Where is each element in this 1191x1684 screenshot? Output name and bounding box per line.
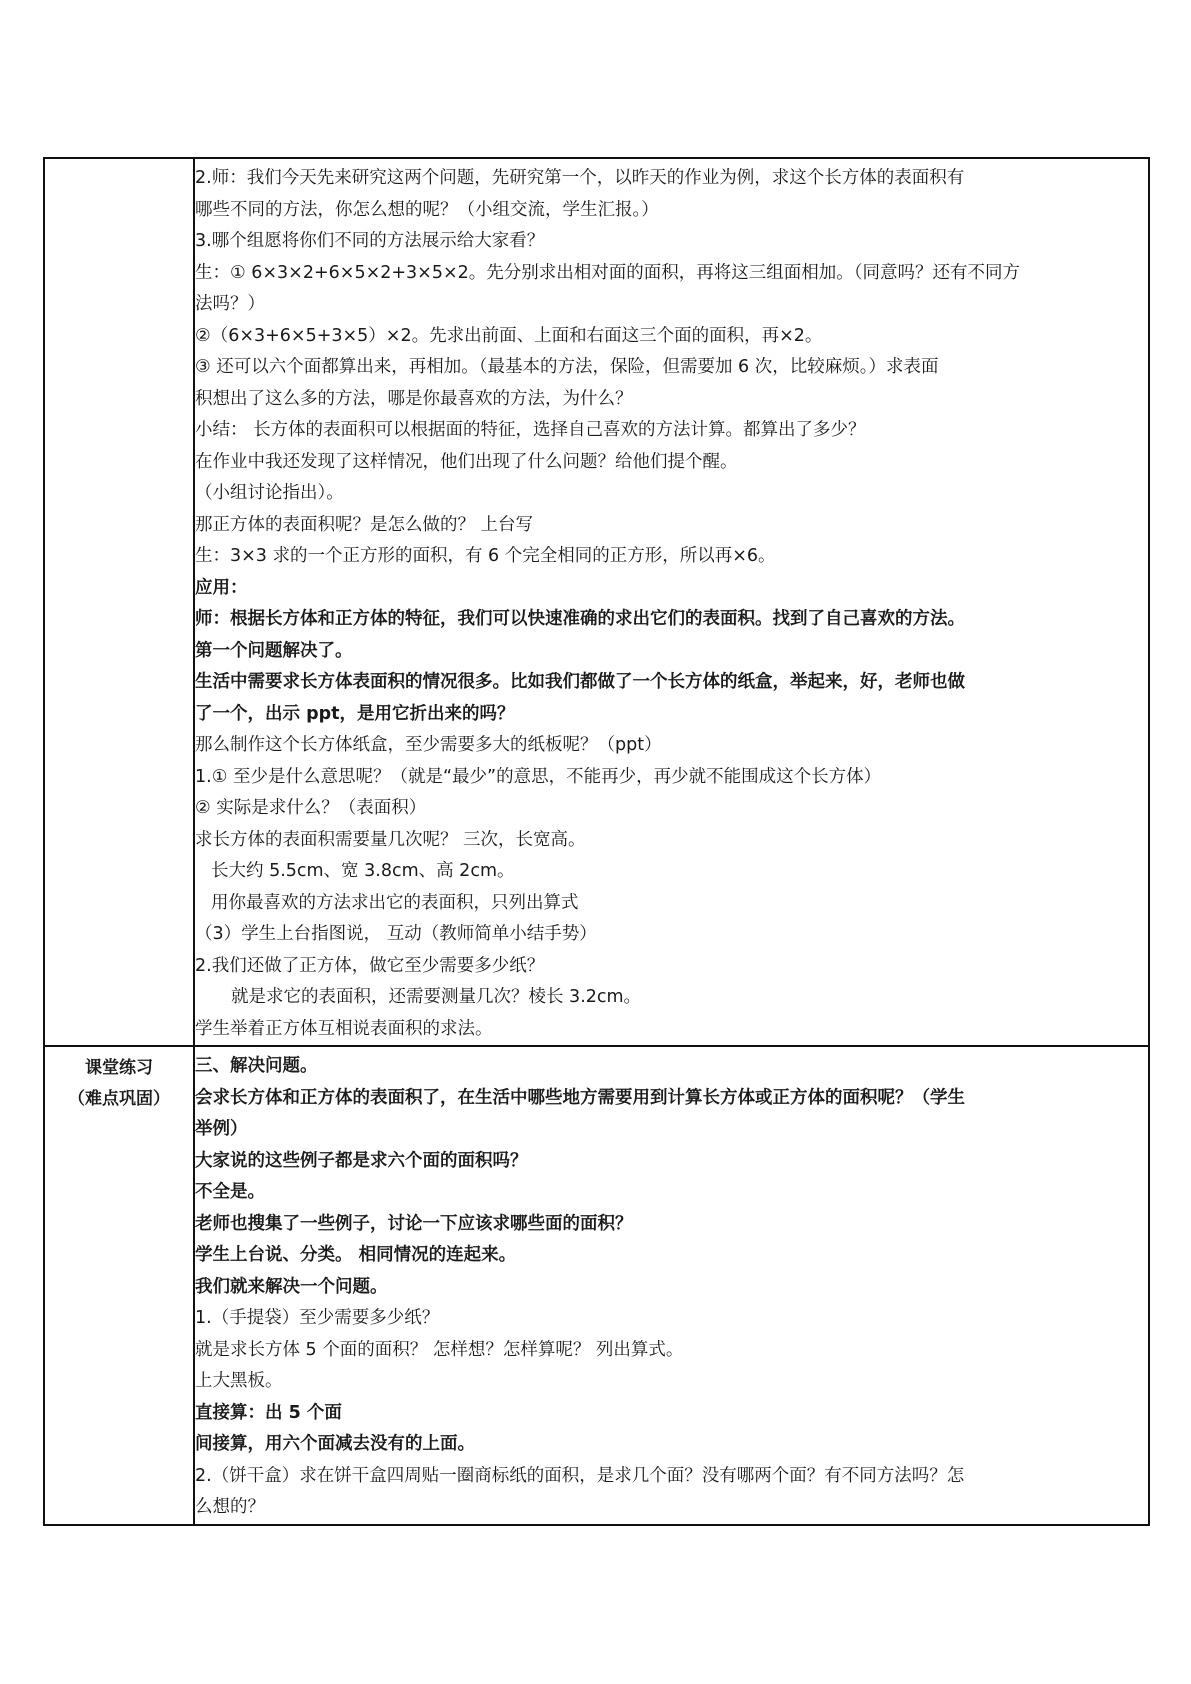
text-line: 我们就来解决一个问题。 (195, 1276, 388, 1297)
text-line: 2.我们还做了正方体，做它至少需要多少纸？ (195, 955, 545, 976)
text-line: 间接算，用六个面减去没有的上面。 (195, 1434, 475, 1454)
text-line: 举例） (195, 1119, 248, 1139)
text-line: 积想出了这么多的方法，哪是你最喜欢的方法，为什么？ (195, 388, 633, 409)
text-line: 大家说的这些例子都是求六个面的面积吗？ (195, 1150, 528, 1171)
text-line: 三、解决问题。 (195, 1056, 318, 1076)
text-line: （小组讨论指出）。 (195, 483, 344, 503)
text-line: 在作业中我还发现了这样情况，他们出现了什么问题？给他们提个醒。 (195, 451, 738, 472)
text-line: 么想的？ (195, 1497, 265, 1517)
text-line: 会求长方体和正方体的表面积了，在生活中哪些地方需要用到计算长方体或正方体的面积呢？（学生 (195, 1087, 965, 1108)
section-content-cell (194, 158, 1149, 1046)
text-line: 1.① 至少是什么意思呢？（就是“最少”的意思，不能再少，再少就不能围成这个长方体） (195, 766, 882, 787)
text-line: ③ 还可以六个面都算出来，再相加。（最基本的方法，保险，但需要加 6 次，比较麻烦。）求表面 (195, 357, 939, 377)
section-label-cell (44, 1046, 194, 1525)
text-line: 师：根据长方体和正方体的特征，我们可以快速准确的求出它们的表面积。找到了自己喜欢的方法。 (195, 609, 965, 629)
section-content-cell (194, 1046, 1149, 1525)
text-line: 那么制作这个长方体纸盒，至少需要多大的纸板呢？（ppt） (195, 735, 662, 755)
text-line: 长大约 5.5cm、宽 3.8cm、高 2cm。 (211, 861, 515, 881)
text-line: 上大黑板。 (195, 1371, 283, 1391)
lesson-plan-table (43, 157, 1150, 1526)
text-line: 求长方体的表面积需要量几次呢？ 三次，长宽高。 (195, 829, 586, 850)
text-line: 不全是。 (195, 1182, 265, 1202)
text-line: 学生举着正方体互相说表面积的求法。 (195, 1018, 493, 1039)
text-line: 2.（饼干盒）求在饼干盒四周贴一圈商标纸的面积，是求几个面？没有哪两个面？有不同方法吗？怎 (195, 1465, 965, 1486)
text-line: 直接算：出 5 个面 (195, 1402, 342, 1423)
section-content (195, 1047, 1148, 1524)
text-line: 1.（手提袋）至少需要多少纸？ (195, 1308, 440, 1328)
text-line: 学生上台说、分类。 相同情况的连起来。 (195, 1245, 517, 1265)
text-line: 生活中需要求长方体表面积的情况很多。比如我们都做了一个长方体的纸盒，举起来，好，老师也做 (195, 672, 965, 692)
text-line: 就是求它的表面积，还需要测量几次？棱长 3.2cm。 (231, 987, 642, 1007)
text-line: 用你最喜欢的方法求出它的表面积，只列出算式 (211, 892, 579, 913)
text-line: 2.师：我们今天先来研究这两个问题，先研究第一个，以昨天的作业为例，求这个长方体的表面积有 (195, 168, 965, 188)
text-line: 法吗？） (195, 294, 265, 314)
text-line: 了一个，出示 ppt，是用它折出来的吗？ (195, 703, 515, 724)
table-row (44, 1046, 1149, 1525)
text-line: 老师也搜集了一些例子，讨论一下应该求哪些面的面积？ (195, 1213, 633, 1234)
text-line: 应用： (195, 577, 248, 598)
table-row (44, 158, 1149, 1046)
text-line: 生：3×3 求的一个正方形的面积，有 6 个完全相同的正方形，所以再×6。 (195, 546, 776, 566)
section-content (195, 159, 1148, 1045)
section-sublabel: （难点巩固） (68, 1089, 170, 1109)
text-line: 那正方体的表面积呢？是怎么做的？ 上台写 (195, 514, 534, 535)
text-line: ②（6×3+6×5+3×5）×2。先求出前面、上面和右面这三个面的面积，再×2。 (195, 325, 823, 346)
text-line: 哪些不同的方法，你怎么想的呢？（小组交流，学生汇报。） (195, 199, 659, 220)
text-line: 就是求长方体 5 个面的面积？ 怎样想？怎样算呢？ 列出算式。 (195, 1339, 684, 1360)
section-label-cell (44, 158, 194, 1046)
text-line: 生：① 6×3×2+6×5×2+3×5×2。先分别求出相对面的面积，再将这三组面相加。（同意吗？还有不同方 (195, 262, 1021, 283)
text-line: ② 实际是求什么？（表面积） (195, 798, 427, 818)
text-line: 第一个问题解决了。 (195, 640, 353, 661)
text-line: （3）学生上台指图说， 互动（教师简单小结手势） (195, 924, 597, 944)
section-label: 课堂练习 (85, 1058, 153, 1078)
text-line: 3.哪个组愿将你们不同的方法展示给大家看？ (195, 231, 545, 251)
text-line: 小结： 长方体的表面积可以根据面的特征，选择自己喜欢的方法计算。都算出了多少？ (195, 420, 866, 440)
